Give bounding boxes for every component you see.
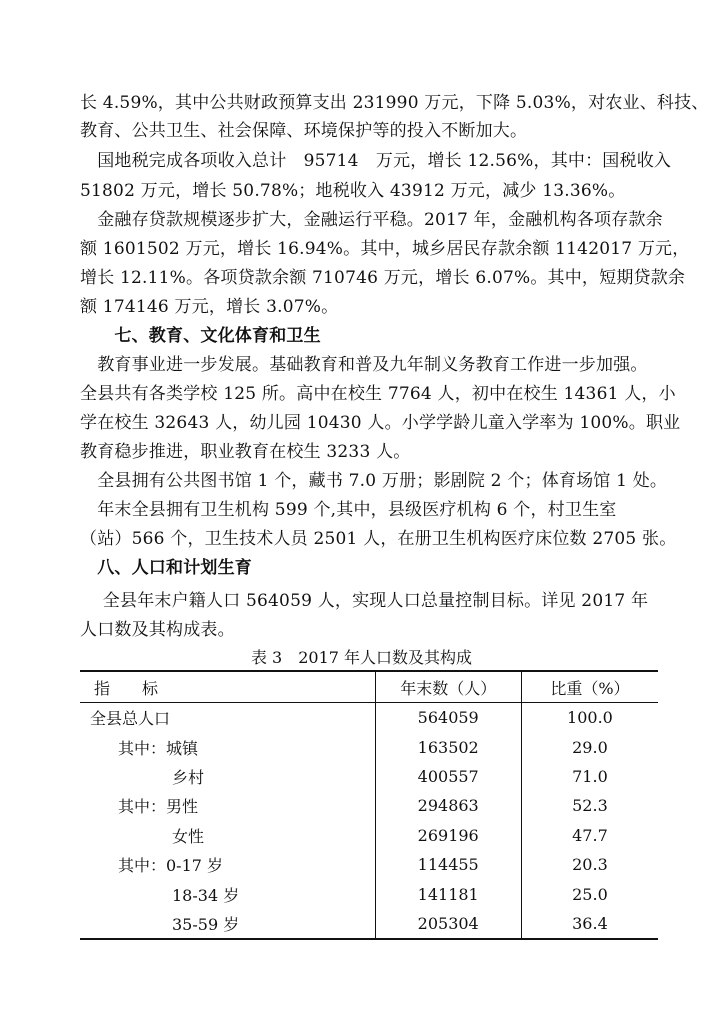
paragraph-line: （站）566 个，卫生技术人员 2501 人，在册卫生机构医疗床位数 2705 张。 (80, 529, 677, 549)
paragraph-line: 教育事业进一步发展。基础教育和普及九年制义务教育工作进一步加强。 (80, 355, 648, 375)
row-label: 35-59 岁 (80, 909, 375, 939)
paragraph-line: 全县年末户籍人口 564059 人，实现人口总量控制目标。详见 2017 年 (80, 591, 649, 611)
row-count: 400557 (375, 762, 521, 791)
row-share: 29.0 (572, 737, 608, 757)
row-count: 294863 (375, 791, 521, 820)
paragraph-line: 51802 万元，增长 50.78%；地税收入 43912 万元，减少 13.36%。 (80, 181, 626, 201)
paragraph-line: 教育稳步推进，职业教育在校生 3233 人。 (80, 442, 411, 462)
section-heading: 八、人口和计划生育 (80, 558, 252, 578)
paragraph-line: 金融存贷款规模逐步扩大，金融运行平稳。2017 年，金融机构各项存款余 (80, 210, 663, 230)
row-label: 其中：0-17 岁 (80, 850, 375, 879)
row-share: 47.7 (572, 825, 608, 845)
row-share: 71.0 (572, 766, 608, 786)
table-row (80, 732, 658, 761)
table-caption: 表 3 2017 年人口数及其构成 (250, 648, 473, 667)
table-row (80, 821, 658, 850)
row-share: 52.3 (572, 796, 608, 816)
row-share: 36.4 (521, 909, 658, 939)
row-label: 其中：城镇 (80, 732, 375, 761)
paragraph-line: 额 1601502 万元，增长 16.94%。其中，城乡居民存款余额 1142017 万元， (80, 239, 690, 259)
column-header-count: 年末数（人） (375, 671, 521, 703)
row-label: 乡村 (80, 762, 375, 791)
paragraph-line: 长 4.59%，其中公共财政预算支出 231990 万元，下降 5.03%，对农业、科技、 (80, 93, 709, 113)
paragraph-line: 额 174146 万元，增长 3.07%。 (80, 297, 339, 317)
row-label: 全县总人口 (80, 703, 375, 733)
row-share: 20.3 (572, 855, 608, 875)
row-count: 114455 (375, 850, 521, 879)
paragraph-line: 教育、公共卫生、社会保障、环境保护等的投入不断加大。 (80, 121, 528, 141)
table-row (80, 762, 658, 791)
row-share: 100.0 (567, 708, 613, 728)
paragraph-line: 学在校生 32643 人，幼儿园 10430 人。小学学龄儿童入学率为 100%。职业 (80, 413, 681, 433)
row-count: 163502 (375, 732, 521, 761)
table-row (80, 850, 658, 879)
table-row (80, 909, 658, 939)
row-label: 18-34 岁 (80, 879, 375, 908)
row-count: 269196 (375, 821, 521, 850)
table-row (80, 703, 658, 733)
paragraph-line: 全县拥有公共图书馆 1 个，藏书 7.0 万册；影剧院 2 个；体育场馆 1 处。 (80, 471, 668, 491)
table-row (80, 879, 658, 908)
row-label: 其中：男性 (80, 791, 375, 820)
row-count: 141181 (375, 879, 521, 908)
paragraph-line: 增长 12.11%。各项贷款余额 710746 万元，增长 6.07%。其中，短期贷款余 (80, 268, 686, 288)
section-heading: 七、教育、文化体育和卫生 (80, 326, 321, 346)
row-count: 564059 (375, 703, 521, 733)
column-header-share: 比重（%） (521, 671, 658, 703)
population-table (80, 670, 658, 940)
paragraph-line: 年末全县拥有卫生机构 599 个,其中，县级医疗机构 6 个，村卫生室 (80, 500, 617, 520)
row-count: 205304 (375, 909, 521, 939)
column-header-indicator: 指 标 (80, 671, 375, 703)
paragraph-line: 国地税完成各项收入总计 95714 万元，增长 12.56%，其中：国税收入 (80, 151, 672, 171)
row-label: 女性 (80, 821, 375, 850)
paragraph-line: 人口数及其构成表。 (80, 620, 235, 640)
paragraph-line: 全县共有各类学校 125 所。高中在校生 7764 人，初中在校生 14361 人，小 (80, 384, 676, 404)
row-share: 25.0 (572, 884, 608, 904)
table-row (80, 791, 658, 820)
table-header-row (80, 671, 658, 703)
